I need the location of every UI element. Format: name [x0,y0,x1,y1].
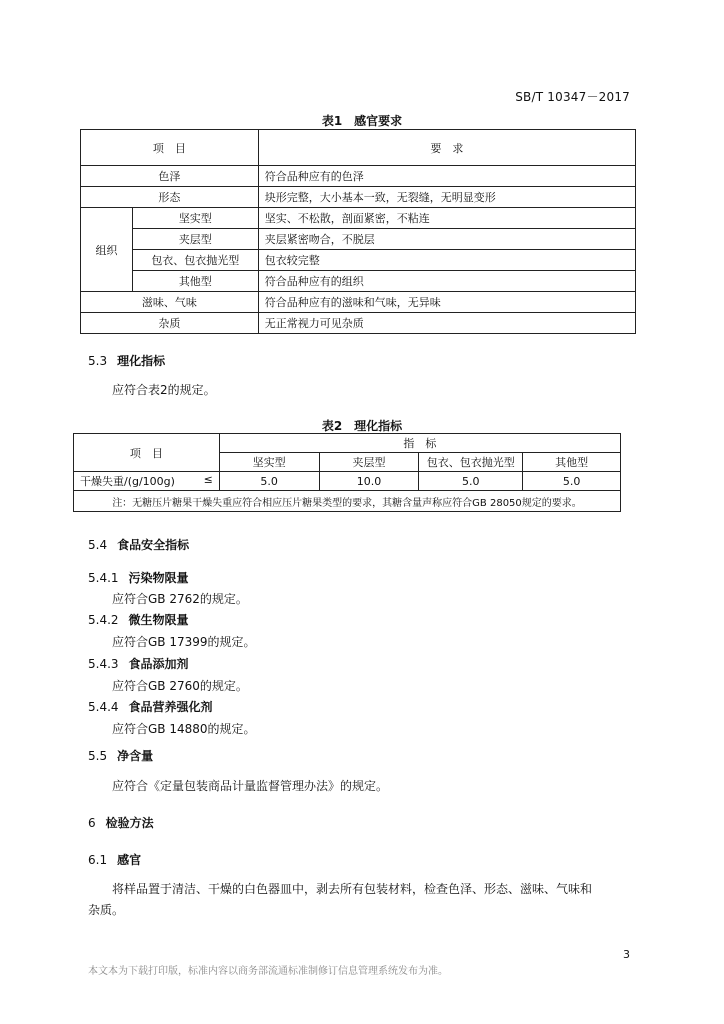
section-text-5-5: 应符合《定量包装商品计量监督管理办法》的规定。 [112,779,389,793]
table-row [81,313,636,334]
section-heading-6-1: 6.1 感官 [88,853,142,867]
table-cell: 滋味、气味 [81,292,259,313]
section-text-5-4-3: 应符合GB 2760的规定。 [112,679,248,693]
table1-header-requirement: 要 求 [258,130,635,166]
table-cell: 5.0 [523,472,621,491]
table-cell: 夹层紧密吻合，不脱层 [258,229,635,250]
section-heading-5-5: 5.5 净含量 [88,749,154,763]
table-cell: 杂质 [81,313,259,334]
sensory-requirements-table [80,129,636,334]
section-heading-5-4-2: 5.4.2 微生物限量 [88,613,189,627]
table2-subheader: 夹层型 [319,453,419,472]
table-row-label [74,472,220,491]
page-number: 3 [623,948,630,961]
table-cell: 5.0 [219,472,319,491]
table2-caption: 表2 理化指标 [321,419,403,433]
section-text-6-1-line2: 杂质。 [88,903,125,917]
section-text-6-1-line1: 将样品置于清洁、干燥的白色器皿中，剥去所有包装材料，检查色泽、形态、滋味、气味和 [112,882,593,896]
table-cell: 10.0 [319,472,419,491]
table-cell: 夹层型 [132,229,258,250]
section-heading-5-4-3: 5.4.3 食品添加剂 [88,657,189,671]
section-heading-5-3: 5.3 理化指标 [88,354,166,368]
section-heading-6: 6 检验方法 [88,816,154,830]
section-text-5-4-1: 应符合GB 2762的规定。 [112,592,248,606]
table-group-cell: 组织 [81,208,133,292]
download-disclaimer: 本文本为下载打印版，标准内容以商务部流通标准制修订信息管理系统发布为准。 [88,966,448,977]
section-heading-5-4: 5.4 食品安全指标 [88,538,190,552]
section-text-5-4-2: 应符合GB 17399的规定。 [112,635,256,649]
table-cell: 符合品种应有的组织 [258,271,635,292]
table-row [81,271,636,292]
section-text-5-3: 应符合表2的规定。 [112,383,216,397]
table-cell: 无正常视力可见杂质 [258,313,635,334]
table-row [81,187,636,208]
table-row [81,166,636,187]
table-cell: 包衣较完整 [258,250,635,271]
row-label-text: 干燥失重/(g/100g) [80,475,175,488]
table-cell: 包衣、包衣抛光型 [132,250,258,271]
table-row [81,229,636,250]
section-heading-5-4-4: 5.4.4 食品营养强化剂 [88,700,213,714]
table-cell: 5.0 [419,472,523,491]
section-heading-5-4-1: 5.4.1 污染物限量 [88,571,189,585]
table2-subheader: 其他型 [523,453,621,472]
document-code: SB/T 10347－2017 [515,90,630,104]
table2-subheader: 坚实型 [219,453,319,472]
table-row [81,292,636,313]
table-cell: 形态 [81,187,259,208]
table-cell: 其他型 [132,271,258,292]
table2-note: 注：无糖压片糖果干燥失重应符合相应压片糖果类型的要求，其糖含量声称应符合GB 28050规定的要求。 [74,491,621,512]
table2-subheader: 包衣、包衣抛光型 [419,453,523,472]
table-cell: 符合品种应有的色泽 [258,166,635,187]
table-cell: 块形完整，大小基本一致，无裂缝，无明显变形 [258,187,635,208]
table-row [81,208,636,229]
row-label-symbol: ≤ [203,473,213,486]
table-row [81,250,636,271]
table1-caption: 表1 感官要求 [321,114,403,128]
table2-header-index: 指 标 [219,434,620,453]
table1-header-item: 项 目 [81,130,259,166]
table-row [74,472,621,491]
section-text-5-4-4: 应符合GB 14880的规定。 [112,722,256,736]
table-cell: 坚实、不松散，剖面紧密，不粘连 [258,208,635,229]
table-cell: 色泽 [81,166,259,187]
physicochemical-table [73,433,621,512]
table-cell: 坚实型 [132,208,258,229]
table2-header-item: 项 目 [74,434,220,472]
table-cell: 符合品种应有的滋味和气味，无异味 [258,292,635,313]
